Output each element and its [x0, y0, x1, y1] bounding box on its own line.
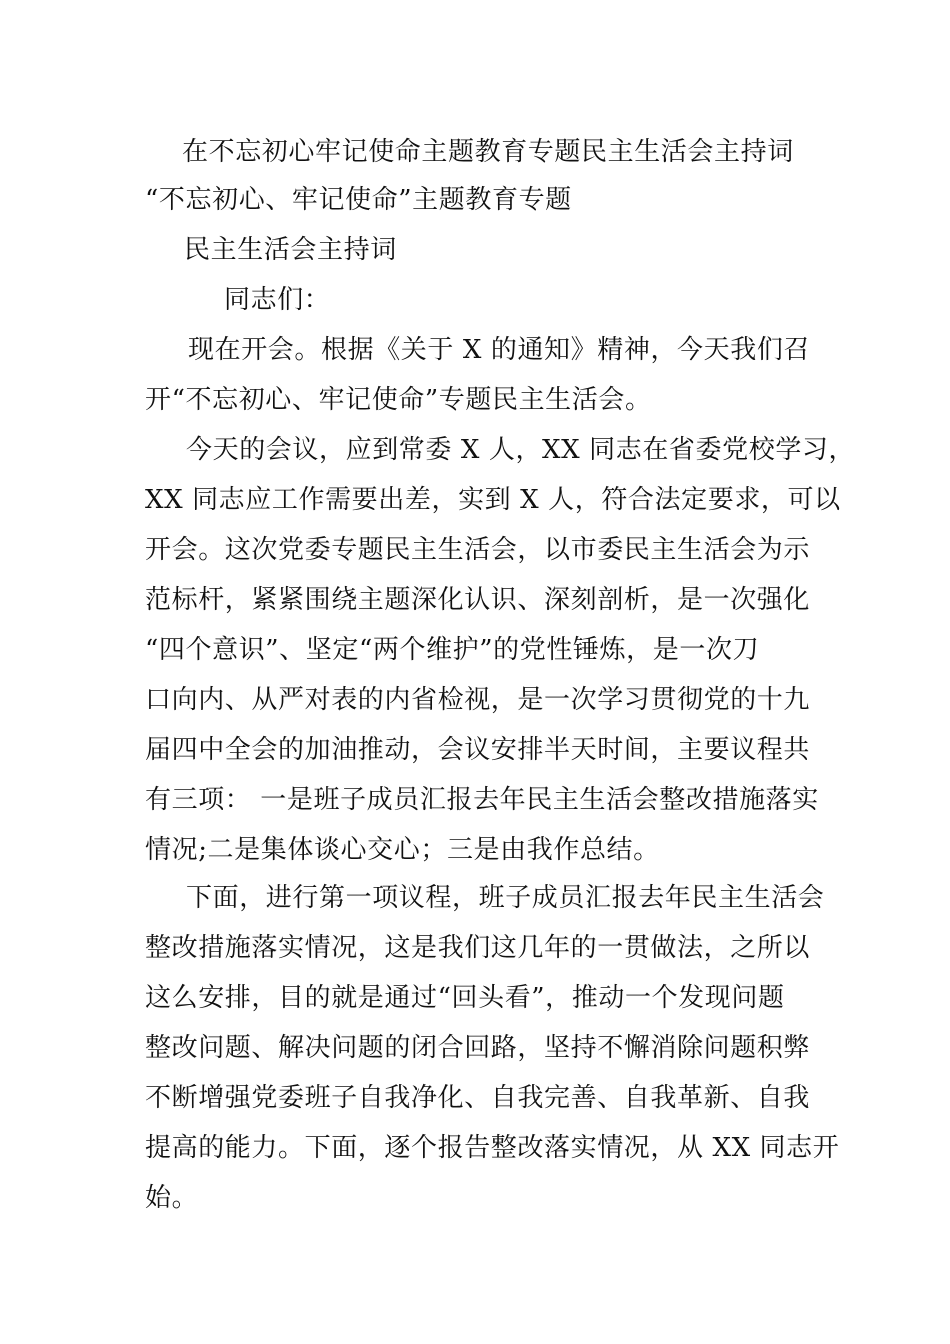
document-title-line-3: 民主生活会主持词	[184, 235, 397, 265]
document-title-line-2: “不忘初心、牢记使命”主题教育专题	[145, 185, 572, 215]
paragraph-1-line: 开“不忘初心、牢记使命”专题民主生活会。	[145, 385, 652, 415]
paragraph-2-line: 届四中全会的加油推动，会议安排半天时间，主要议程共	[145, 735, 811, 765]
paragraph-2-line: 情况;二是集体谈心交心；三是由我作总结。	[145, 835, 660, 865]
paragraph-3-line: 整改问题、解决问题的闭合回路，坚持不懈消除问题积弊	[145, 1033, 811, 1063]
paragraph-2-line: 范标杆，紧紧围绕主题深化认识、深刻剖析，是一次强化	[145, 585, 811, 615]
paragraph-3-line: 这么安排，目的就是通过“回头看”，推动一个发现问题	[145, 983, 785, 1013]
document-title-line-1: 在不忘初心牢记使命主题教育专题民主生活会主持词	[182, 137, 794, 167]
paragraph-2-line: 今天的会议，应到常委 X 人，XX 同志在省委党校学习，	[186, 435, 856, 465]
paragraph-2-line: “四个意识”、坚定“两个维护”的党性锤炼，是一次刀	[145, 635, 760, 665]
paragraph-1-line: 现在开会。根据《关于 X 的通知》精神，今天我们召	[188, 335, 811, 365]
paragraph-3-line: 整改措施落实情况，这是我们这几年的一贯做法，之所以	[145, 933, 811, 963]
paragraph-3-line: 提高的能力。下面，逐个报告整改落实情况，从 XX 同志开	[145, 1133, 840, 1163]
paragraph-2-line: 有三项： 一是班子成员汇报去年民主生活会整改措施落实	[145, 785, 819, 815]
paragraph-2-line: XX 同志应工作需要出差，实到 X 人，符合法定要求，可以	[145, 485, 841, 515]
paragraph-2-line: 开会。这次党委专题民主生活会，以市委民主生活会为示	[145, 535, 811, 565]
paragraph-3-line: 下面，进行第一项议程，班子成员汇报去年民主生活会	[186, 883, 825, 913]
paragraph-3-line: 始。	[145, 1183, 199, 1213]
paragraph-3-line: 不断增强党委班子自我净化、自我完善、自我革新、自我	[145, 1083, 811, 1113]
greeting: 同志们：	[224, 285, 331, 315]
paragraph-2-line: 口向内、从严对表的内省检视，是一次学习贯彻党的十九	[145, 685, 811, 715]
